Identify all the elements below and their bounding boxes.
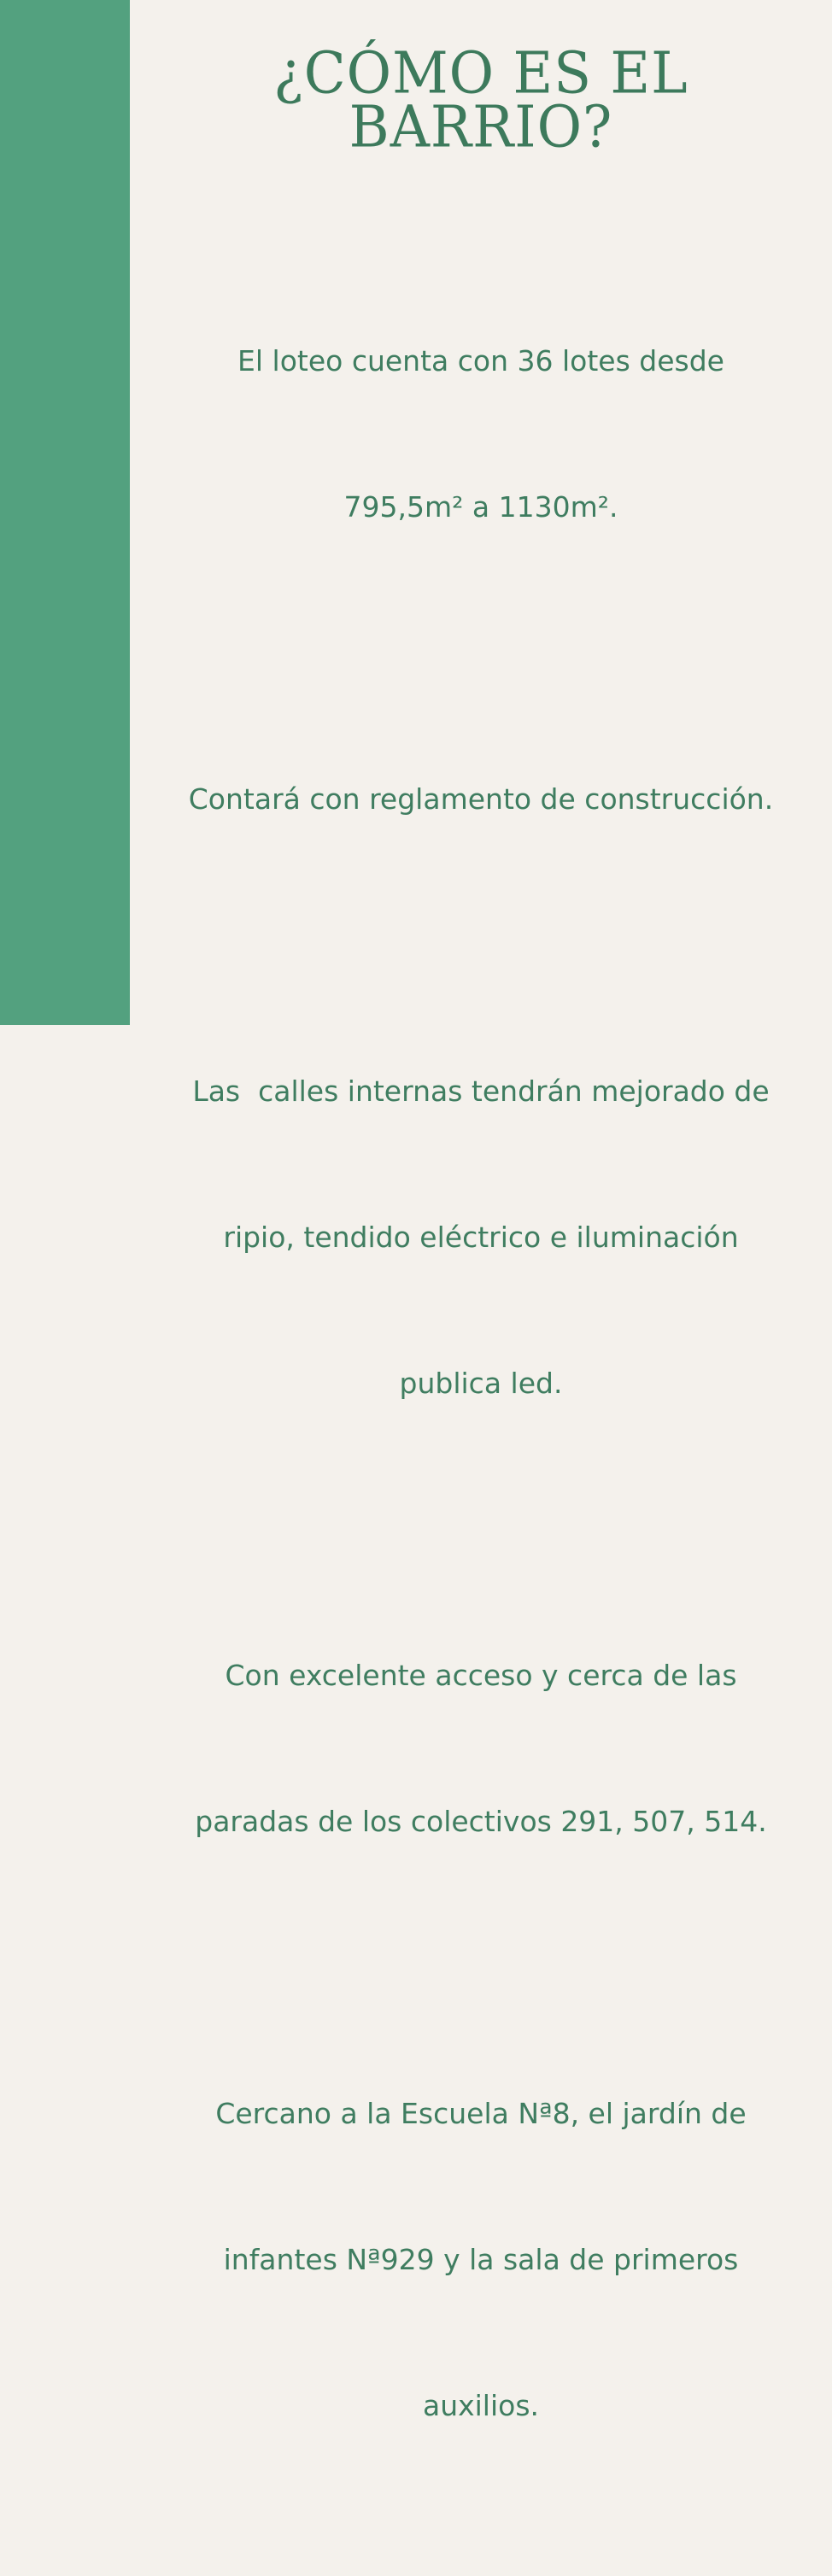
paragraph-line: Con excelente acceso y cerca de las [225,1659,737,1692]
paragraph-line: auxilios. [422,2389,540,2422]
title-line-1: ¿CÓMO ES EL [273,40,688,108]
title-line-2: BARRIO? [349,94,613,161]
paragraph-line: publica led. [399,1367,563,1400]
paragraph-line: 795,5m² a 1130m². [343,490,618,524]
paragraph-line: Cercano a la Escuela Nª8, el jardín de [215,2097,747,2130]
paragraph-regulations [140,677,822,921]
page-title [130,40,832,161]
paragraph-line: infantes Nª929 y la sala de primeros [223,2243,739,2276]
paragraph-access [140,1554,822,1943]
paragraph-lots [140,239,822,629]
content-panel [130,0,832,2422]
paragraph-streets [140,969,822,1505]
paragraph-line: Las calles internas tendrán mejorado de [192,1074,770,1108]
green-side-bar [0,0,130,1025]
paragraph-line: ripio, tendido eléctrico e iluminación [223,1221,739,1254]
description-text [140,239,822,2576]
paragraph-line: El loteo cuenta con 36 lotes desde [237,344,724,378]
paragraph-nearby [140,1992,822,2527]
paragraph-line: paradas de los colectivos 291, 507, 514. [195,1805,767,1838]
paragraph-line: Contará con reglamento de construcción. [188,782,774,816]
